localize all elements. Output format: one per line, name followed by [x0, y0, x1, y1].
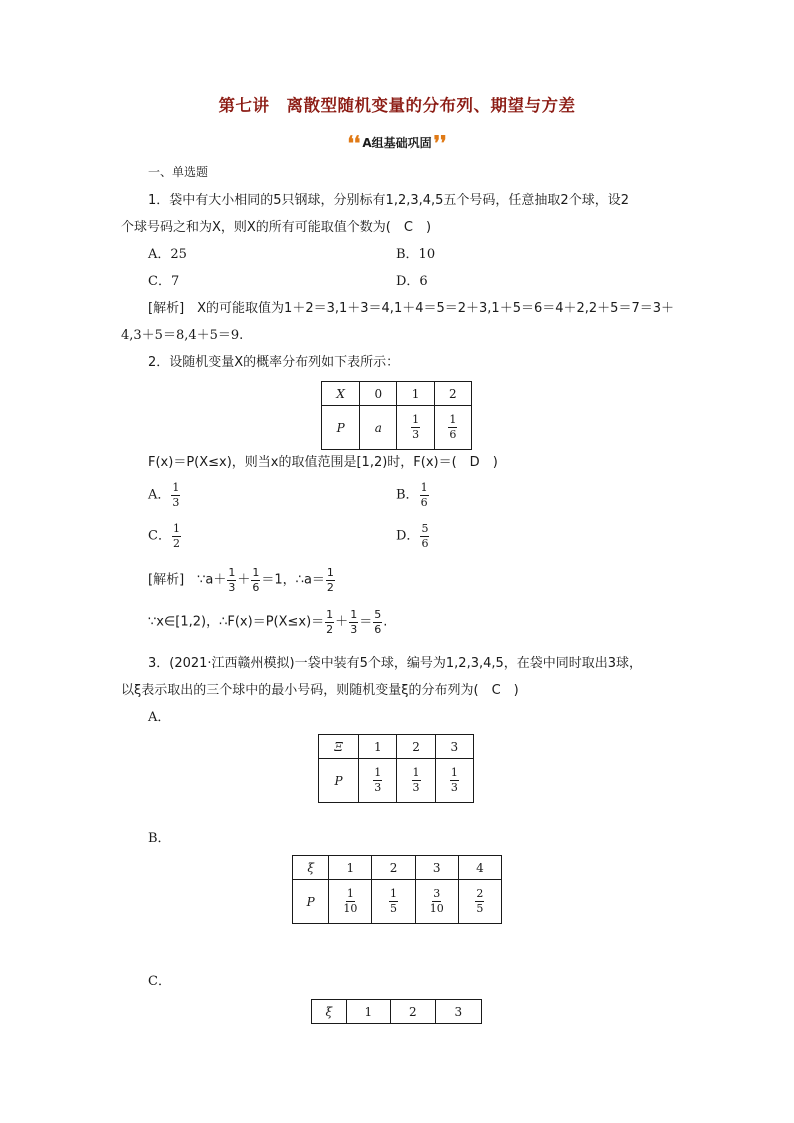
q2-option-b: B． $\frac{1}{6}$ — [396, 481, 428, 509]
table-header-cell: 3 — [435, 1000, 481, 1024]
q1-solution-line2: 4,3＋5＝8,4＋5＝9. — [121, 328, 244, 343]
q3-option-c-table — [311, 999, 482, 1024]
open-quote-icon: ❛❛ — [347, 131, 361, 155]
table-header-cell: 2 — [372, 856, 415, 880]
table-cell: $\frac{2}{5}$ — [458, 880, 501, 924]
table-row-label: P — [319, 759, 359, 803]
table-header-cell: ξ — [293, 856, 329, 880]
table-header-cell: 4 — [458, 856, 501, 880]
table-header-cell: 2 — [391, 1000, 435, 1024]
q2-distribution-table — [321, 381, 472, 450]
table-cell: $\frac{3}{10}$ — [415, 880, 458, 924]
q3-stem-line1: 3．(2021·江西赣州模拟)一袋中装有5个球，编号为1,2,3,4,5，在袋中同时取出3球， — [148, 656, 643, 671]
table-cell — [434, 406, 471, 450]
q3-option-c-label: C． — [148, 974, 171, 989]
table-cell: $\frac{1}{3}$ — [435, 759, 473, 803]
q2-stem: 2．设随机变量X的概率分布列如下表所示： — [148, 355, 400, 370]
page-title: 第七讲 离散型随机变量的分布列、期望与方差 — [218, 96, 576, 115]
q2-solution-line1: [解析] ∵a＋ $\frac{1}{3}$ ＋ $\frac{1}{6}$ ＝1，∴a＝ $\frac{1}{2}$ — [148, 566, 334, 594]
table-cell: $\frac{1}{10}$ — [329, 880, 372, 924]
table-header-cell: 2 — [397, 735, 435, 759]
q1-option-b: B．10 — [396, 247, 436, 262]
table-row-label: P — [293, 880, 329, 924]
q1-solution-line1: [解析] X的可能取值为1＋2＝3,1＋3＝4,1＋4＝5＝2＋3,1＋5＝6＝4＋2,2＋5＝7＝3＋ — [148, 301, 674, 316]
table-header-cell: 3 — [435, 735, 473, 759]
section-heading: 一、单选题 — [148, 165, 209, 179]
table-header-cell: 0 — [360, 382, 397, 406]
q2-option-d: D． $\frac{5}{6}$ — [396, 522, 429, 550]
q3-stem-line2: 以ξ表示取出的三个球中的最小号码，则随机变量ξ的分布列为( C ) — [121, 683, 519, 698]
fraction: $\frac{1}{6}$ — [449, 413, 457, 441]
q1-option-d: D．6 — [396, 274, 428, 289]
q1-stem-line2: 个球号码之和为X，则X的所有可能取值个数为( C ) — [121, 220, 432, 235]
table-header-cell: 2 — [434, 382, 471, 406]
table-header-cell: 1 — [329, 856, 372, 880]
section-badge — [0, 133, 794, 153]
table-cell: a — [360, 406, 397, 450]
close-quote-icon: ❜❜ — [433, 131, 447, 155]
q1-stem-line1: 1．袋中有大小相同的5只钢球，分别标有1,2,3,4,5五个号码，任意抽取2个球，设2 — [148, 193, 629, 208]
fraction: $\frac{1}{3}$ — [412, 413, 420, 441]
q2-stem-line2: F(x)＝P(X≤x)，则当x的取值范围是[1,2)时，F(x)＝( D ) — [148, 455, 498, 470]
q3-option-b-label: B． — [148, 831, 171, 846]
table-row-label: P — [322, 406, 360, 450]
q1-option-c: C．7 — [148, 274, 180, 289]
table-cell: $\frac{1}{5}$ — [372, 880, 415, 924]
table-header-cell: ξ — [312, 1000, 347, 1024]
table-header-cell: 3 — [415, 856, 458, 880]
q2-option-a: A． $\frac{1}{3}$ — [148, 481, 180, 509]
q2-solution-line2: ∵x∈[1,2)，∴F(x)＝P(X≤x)＝ $\frac{1}{2}$ ＋ $\frac{1}{3}$ ＝ $\frac{5}{6}$ . — [148, 608, 388, 636]
table-header-cell: Ξ — [319, 735, 359, 759]
q1-option-a: A．25 — [148, 247, 187, 262]
q3-option-a-table — [318, 734, 474, 803]
table-header-cell: X — [322, 382, 360, 406]
table-cell — [397, 406, 434, 450]
q3-option-b-table — [292, 855, 502, 924]
table-header-cell: 1 — [397, 382, 434, 406]
badge-text: A组基础巩固 — [362, 136, 432, 150]
table-header-cell: 1 — [359, 735, 397, 759]
table-header-cell: 1 — [346, 1000, 390, 1024]
q2-option-c: C． $\frac{1}{2}$ — [148, 522, 180, 550]
table-cell: $\frac{1}{3}$ — [397, 759, 435, 803]
q3-option-a-label: A． — [148, 710, 171, 725]
table-cell: $\frac{1}{3}$ — [359, 759, 397, 803]
